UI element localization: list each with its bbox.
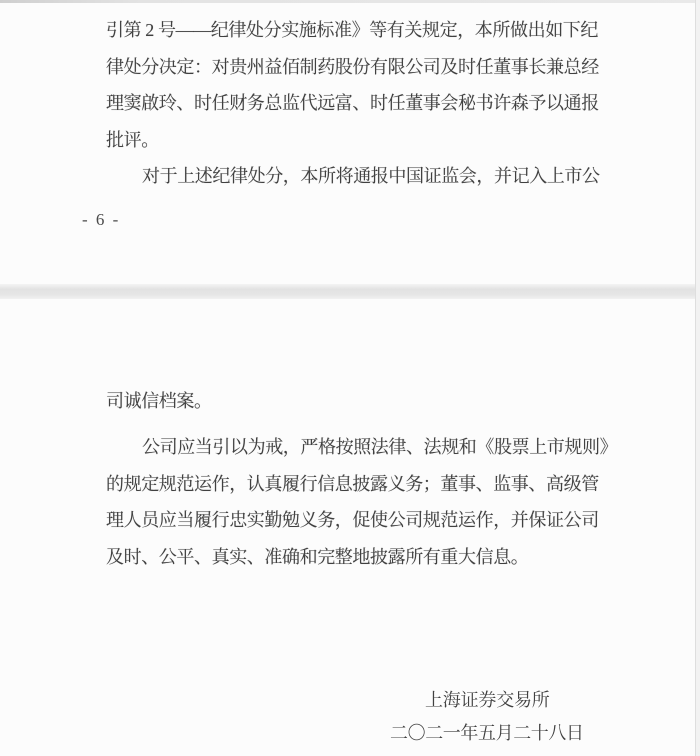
page-break-divider — [0, 284, 700, 299]
body-text-line: 及时、公平、真实、准确和完整地披露所有重大信息。 — [106, 547, 529, 567]
body-text-line: 的规定规范运作，认真履行信息披露义务；董事、监事、高级管 — [106, 474, 599, 494]
body-text-line: 理人员应当履行忠实勤勉义务，促使公司规范运作，并保证公司 — [106, 510, 599, 530]
body-text-line: 律处分决定：对贵州益佰制药股份有限公司及时任董事长兼总经 — [106, 57, 599, 77]
body-text-line: 引第 2 号——纪律处分实施标准》等有关规定，本所做出如下纪 — [106, 20, 598, 40]
issuer-signature: 上海证券交易所 — [425, 690, 550, 710]
body-text-line: 司诚信档案。 — [106, 391, 212, 411]
issue-date: 二〇二一年五月二十八日 — [390, 723, 584, 743]
page-number: - 6 - — [82, 210, 121, 229]
body-text-line: 批评。 — [106, 130, 159, 150]
body-text-line: 理窦啟玲、时任财务总监代远富、时任董事会秘书许森予以通报 — [106, 93, 599, 113]
body-text-line: 对于上述纪律处分，本所将通报中国证监会，并记入上市公 — [142, 166, 600, 186]
body-text-line: 公司应当引以为戒，严格按照法律、法规和《股票上市规则》 — [142, 437, 618, 457]
scan-right-edge — [695, 0, 700, 756]
document-page-1 — [0, 0, 700, 284]
